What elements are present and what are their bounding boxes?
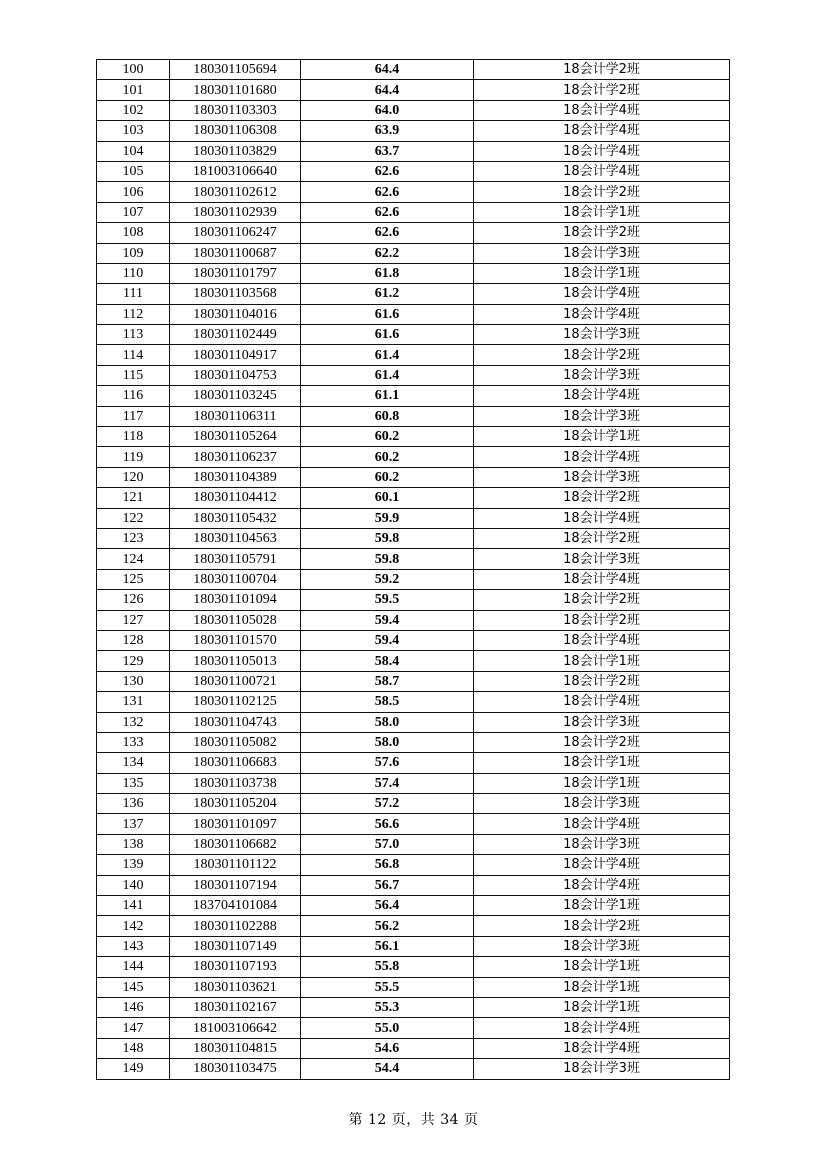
- class-name-cell: 18会计学1班: [474, 263, 730, 283]
- score-cell: 60.8: [301, 406, 474, 426]
- rank-cell: 133: [97, 732, 170, 752]
- class-name-cell: 18会计学4班: [474, 875, 730, 895]
- score-cell: 59.9: [301, 508, 474, 528]
- table-row: [97, 957, 730, 977]
- table-row: [97, 855, 730, 875]
- rank-cell: 115: [97, 365, 170, 385]
- rank-cell: 144: [97, 957, 170, 977]
- score-cell: 59.8: [301, 549, 474, 569]
- table-row: [97, 182, 730, 202]
- score-cell: 57.2: [301, 794, 474, 814]
- table-row: [97, 80, 730, 100]
- score-cell: 59.4: [301, 630, 474, 650]
- student-id-cell: 180301105082: [170, 732, 301, 752]
- student-id-cell: 180301107194: [170, 875, 301, 895]
- rank-cell: 109: [97, 243, 170, 263]
- class-name-cell: 18会计学1班: [474, 997, 730, 1017]
- table-row: [97, 427, 730, 447]
- student-id-cell: 180301102449: [170, 325, 301, 345]
- rank-cell: 126: [97, 590, 170, 610]
- class-name-cell: 18会计学1班: [474, 957, 730, 977]
- student-id-cell: 180301105013: [170, 651, 301, 671]
- rank-cell: 121: [97, 488, 170, 508]
- table-row: [97, 549, 730, 569]
- score-cell: 63.7: [301, 141, 474, 161]
- table-row: [97, 773, 730, 793]
- table-row: [97, 304, 730, 324]
- student-id-cell: 180301104815: [170, 1038, 301, 1058]
- table-row: [97, 753, 730, 773]
- score-cell: 59.2: [301, 569, 474, 589]
- rank-cell: 104: [97, 141, 170, 161]
- score-cell: 55.8: [301, 957, 474, 977]
- rank-cell: 125: [97, 569, 170, 589]
- rank-cell: 107: [97, 202, 170, 222]
- score-cell: 64.4: [301, 60, 474, 80]
- table-row: [97, 488, 730, 508]
- student-id-cell: 180301101097: [170, 814, 301, 834]
- class-name-cell: 18会计学4班: [474, 284, 730, 304]
- class-name-cell: 18会计学3班: [474, 712, 730, 732]
- student-id-cell: 180301105694: [170, 60, 301, 80]
- rank-cell: 101: [97, 80, 170, 100]
- student-id-cell: 180301104743: [170, 712, 301, 732]
- rank-cell: 122: [97, 508, 170, 528]
- score-cell: 61.4: [301, 365, 474, 385]
- class-name-cell: 18会计学3班: [474, 467, 730, 487]
- table-row: [97, 528, 730, 548]
- score-cell: 58.5: [301, 692, 474, 712]
- score-cell: 61.6: [301, 325, 474, 345]
- rank-cell: 100: [97, 60, 170, 80]
- score-cell: 62.6: [301, 223, 474, 243]
- class-name-cell: 18会计学3班: [474, 243, 730, 263]
- table-row: [97, 794, 730, 814]
- class-name-cell: 18会计学2班: [474, 528, 730, 548]
- student-id-cell: 180301104753: [170, 365, 301, 385]
- score-cell: 56.6: [301, 814, 474, 834]
- table-row: [97, 243, 730, 263]
- table-row: [97, 1038, 730, 1058]
- class-name-cell: 18会计学2班: [474, 60, 730, 80]
- rank-cell: 123: [97, 528, 170, 548]
- table-row: [97, 712, 730, 732]
- score-cell: 56.7: [301, 875, 474, 895]
- rank-cell: 134: [97, 753, 170, 773]
- table-row: [97, 569, 730, 589]
- table-row: [97, 467, 730, 487]
- rank-cell: 131: [97, 692, 170, 712]
- rank-cell: 112: [97, 304, 170, 324]
- table-row: [97, 60, 730, 80]
- table-row: [97, 1059, 730, 1079]
- score-cell: 54.6: [301, 1038, 474, 1058]
- class-name-cell: 18会计学4班: [474, 814, 730, 834]
- table-row: [97, 365, 730, 385]
- rank-cell: 111: [97, 284, 170, 304]
- score-cell: 60.1: [301, 488, 474, 508]
- rank-cell: 102: [97, 100, 170, 120]
- class-name-cell: 18会计学3班: [474, 936, 730, 956]
- student-id-cell: 181003106640: [170, 161, 301, 181]
- score-cell: 62.2: [301, 243, 474, 263]
- student-id-cell: 180301106237: [170, 447, 301, 467]
- rank-cell: 113: [97, 325, 170, 345]
- student-id-cell: 180301101680: [170, 80, 301, 100]
- student-id-cell: 180301106311: [170, 406, 301, 426]
- score-cell: 61.6: [301, 304, 474, 324]
- class-name-cell: 18会计学4班: [474, 141, 730, 161]
- student-id-cell: 180301101570: [170, 630, 301, 650]
- table-row: [97, 325, 730, 345]
- rank-cell: 142: [97, 916, 170, 936]
- class-name-cell: 18会计学1班: [474, 753, 730, 773]
- score-cell: 57.6: [301, 753, 474, 773]
- class-name-cell: 18会计学2班: [474, 590, 730, 610]
- score-cell: 64.4: [301, 80, 474, 100]
- class-name-cell: 18会计学4班: [474, 569, 730, 589]
- score-cell: 54.4: [301, 1059, 474, 1079]
- score-cell: 59.8: [301, 528, 474, 548]
- table-row: [97, 161, 730, 181]
- class-name-cell: 18会计学2班: [474, 345, 730, 365]
- student-id-cell: 180301104563: [170, 528, 301, 548]
- student-id-cell: 183704101084: [170, 896, 301, 916]
- class-name-cell: 18会计学4班: [474, 692, 730, 712]
- class-name-cell: 18会计学4班: [474, 855, 730, 875]
- score-cell: 60.2: [301, 427, 474, 447]
- student-id-cell: 180301104917: [170, 345, 301, 365]
- class-name-cell: 18会计学3班: [474, 549, 730, 569]
- class-name-cell: 18会计学2班: [474, 732, 730, 752]
- score-cell: 57.4: [301, 773, 474, 793]
- score-cell: 64.0: [301, 100, 474, 120]
- rank-cell: 128: [97, 630, 170, 650]
- rank-cell: 108: [97, 223, 170, 243]
- score-cell: 60.2: [301, 467, 474, 487]
- class-name-cell: 18会计学3班: [474, 406, 730, 426]
- student-id-cell: 180301103829: [170, 141, 301, 161]
- student-id-cell: 180301105028: [170, 610, 301, 630]
- table-row: [97, 732, 730, 752]
- rank-cell: 120: [97, 467, 170, 487]
- rank-cell: 105: [97, 161, 170, 181]
- student-id-cell: 180301103475: [170, 1059, 301, 1079]
- rank-cell: 138: [97, 834, 170, 854]
- student-id-cell: 180301100687: [170, 243, 301, 263]
- rank-cell: 110: [97, 263, 170, 283]
- student-id-cell: 180301103245: [170, 386, 301, 406]
- student-id-cell: 180301105204: [170, 794, 301, 814]
- student-id-cell: 180301105264: [170, 427, 301, 447]
- rank-cell: 147: [97, 1018, 170, 1038]
- table-row: [97, 997, 730, 1017]
- class-name-cell: 18会计学2班: [474, 182, 730, 202]
- class-name-cell: 18会计学1班: [474, 651, 730, 671]
- class-name-cell: 18会计学4班: [474, 386, 730, 406]
- student-id-cell: 180301104016: [170, 304, 301, 324]
- table-row: [97, 651, 730, 671]
- rank-cell: 118: [97, 427, 170, 447]
- class-name-cell: 18会计学4班: [474, 508, 730, 528]
- table-row: [97, 121, 730, 141]
- class-name-cell: 18会计学2班: [474, 223, 730, 243]
- class-name-cell: 18会计学3班: [474, 365, 730, 385]
- score-cell: 63.9: [301, 121, 474, 141]
- score-cell: 58.4: [301, 651, 474, 671]
- class-name-cell: 18会计学3班: [474, 325, 730, 345]
- rank-cell: 124: [97, 549, 170, 569]
- score-cell: 57.0: [301, 834, 474, 854]
- rank-cell: 130: [97, 671, 170, 691]
- table-row: [97, 610, 730, 630]
- class-name-cell: 18会计学2班: [474, 80, 730, 100]
- student-id-cell: 180301102288: [170, 916, 301, 936]
- rank-cell: 114: [97, 345, 170, 365]
- student-id-cell: 180301106683: [170, 753, 301, 773]
- student-id-cell: 180301106682: [170, 834, 301, 854]
- table-row: [97, 223, 730, 243]
- score-cell: 61.2: [301, 284, 474, 304]
- table-row: [97, 1018, 730, 1038]
- student-id-cell: 180301105432: [170, 508, 301, 528]
- score-cell: 59.5: [301, 590, 474, 610]
- class-name-cell: 18会计学1班: [474, 427, 730, 447]
- student-id-cell: 180301101094: [170, 590, 301, 610]
- table-row: [97, 916, 730, 936]
- table-row: [97, 100, 730, 120]
- score-cell: 62.6: [301, 202, 474, 222]
- student-id-cell: 180301106308: [170, 121, 301, 141]
- score-cell: 62.6: [301, 182, 474, 202]
- rank-cell: 103: [97, 121, 170, 141]
- table-row: [97, 386, 730, 406]
- class-name-cell: 18会计学4班: [474, 121, 730, 141]
- class-name-cell: 18会计学1班: [474, 896, 730, 916]
- score-cell: 62.6: [301, 161, 474, 181]
- class-name-cell: 18会计学4班: [474, 100, 730, 120]
- rank-cell: 106: [97, 182, 170, 202]
- table-row: [97, 263, 730, 283]
- score-cell: 56.8: [301, 855, 474, 875]
- table-row: [97, 875, 730, 895]
- table-row: [97, 630, 730, 650]
- student-id-cell: 180301103738: [170, 773, 301, 793]
- rank-cell: 137: [97, 814, 170, 834]
- table-row: [97, 141, 730, 161]
- rank-cell: 135: [97, 773, 170, 793]
- class-name-cell: 18会计学2班: [474, 488, 730, 508]
- class-name-cell: 18会计学3班: [474, 834, 730, 854]
- score-cell: 55.5: [301, 977, 474, 997]
- student-id-cell: 180301102939: [170, 202, 301, 222]
- class-name-cell: 18会计学3班: [474, 1059, 730, 1079]
- table-body: [97, 60, 730, 1080]
- student-id-cell: 180301102125: [170, 692, 301, 712]
- student-id-cell: 180301100704: [170, 569, 301, 589]
- class-name-cell: 18会计学2班: [474, 916, 730, 936]
- score-cell: 58.0: [301, 732, 474, 752]
- student-id-cell: 180301101122: [170, 855, 301, 875]
- rank-cell: 129: [97, 651, 170, 671]
- rank-cell: 127: [97, 610, 170, 630]
- score-cell: 59.4: [301, 610, 474, 630]
- student-id-cell: 180301104412: [170, 488, 301, 508]
- rank-cell: 148: [97, 1038, 170, 1058]
- student-id-cell: 180301102612: [170, 182, 301, 202]
- student-id-cell: 180301102167: [170, 997, 301, 1017]
- class-name-cell: 18会计学4班: [474, 630, 730, 650]
- student-id-cell: 180301104389: [170, 467, 301, 487]
- rank-cell: 146: [97, 997, 170, 1017]
- rank-cell: 145: [97, 977, 170, 997]
- student-id-cell: 180301107193: [170, 957, 301, 977]
- score-table: [96, 59, 730, 1080]
- class-name-cell: 18会计学4班: [474, 1038, 730, 1058]
- rank-cell: 136: [97, 794, 170, 814]
- table-row: [97, 977, 730, 997]
- table-row: [97, 834, 730, 854]
- student-id-cell: 180301106247: [170, 223, 301, 243]
- class-name-cell: 18会计学2班: [474, 671, 730, 691]
- rank-cell: 140: [97, 875, 170, 895]
- student-id-cell: 180301107149: [170, 936, 301, 956]
- student-id-cell: 180301103303: [170, 100, 301, 120]
- score-cell: 61.4: [301, 345, 474, 365]
- page-footer: 第 12 页，共 34 页: [348, 1112, 479, 1128]
- table-row: [97, 814, 730, 834]
- table-row: [97, 692, 730, 712]
- student-id-cell: 180301100721: [170, 671, 301, 691]
- table-row: [97, 671, 730, 691]
- score-cell: 61.1: [301, 386, 474, 406]
- table-row: [97, 896, 730, 916]
- rank-cell: 143: [97, 936, 170, 956]
- score-cell: 55.3: [301, 997, 474, 1017]
- rank-cell: 119: [97, 447, 170, 467]
- table-row: [97, 345, 730, 365]
- score-cell: 56.1: [301, 936, 474, 956]
- table-row: [97, 508, 730, 528]
- score-cell: 60.2: [301, 447, 474, 467]
- table-row: [97, 202, 730, 222]
- class-name-cell: 18会计学4班: [474, 304, 730, 324]
- rank-cell: 141: [97, 896, 170, 916]
- class-name-cell: 18会计学1班: [474, 773, 730, 793]
- student-id-cell: 180301101797: [170, 263, 301, 283]
- score-cell: 61.8: [301, 263, 474, 283]
- table-row: [97, 284, 730, 304]
- score-cell: 58.7: [301, 671, 474, 691]
- student-id-cell: 180301103621: [170, 977, 301, 997]
- rank-cell: 116: [97, 386, 170, 406]
- student-id-cell: 181003106642: [170, 1018, 301, 1038]
- class-name-cell: 18会计学1班: [474, 977, 730, 997]
- class-name-cell: 18会计学3班: [474, 794, 730, 814]
- score-cell: 56.2: [301, 916, 474, 936]
- rank-cell: 117: [97, 406, 170, 426]
- class-name-cell: 18会计学1班: [474, 202, 730, 222]
- class-name-cell: 18会计学4班: [474, 447, 730, 467]
- table-row: [97, 590, 730, 610]
- score-cell: 58.0: [301, 712, 474, 732]
- rank-cell: 139: [97, 855, 170, 875]
- rank-cell: 149: [97, 1059, 170, 1079]
- class-name-cell: 18会计学4班: [474, 1018, 730, 1038]
- student-id-cell: 180301103568: [170, 284, 301, 304]
- table-row: [97, 447, 730, 467]
- score-cell: 56.4: [301, 896, 474, 916]
- table-row: [97, 936, 730, 956]
- class-name-cell: 18会计学4班: [474, 161, 730, 181]
- class-name-cell: 18会计学2班: [474, 610, 730, 630]
- table-row: [97, 406, 730, 426]
- rank-cell: 132: [97, 712, 170, 732]
- student-id-cell: 180301105791: [170, 549, 301, 569]
- score-cell: 55.0: [301, 1018, 474, 1038]
